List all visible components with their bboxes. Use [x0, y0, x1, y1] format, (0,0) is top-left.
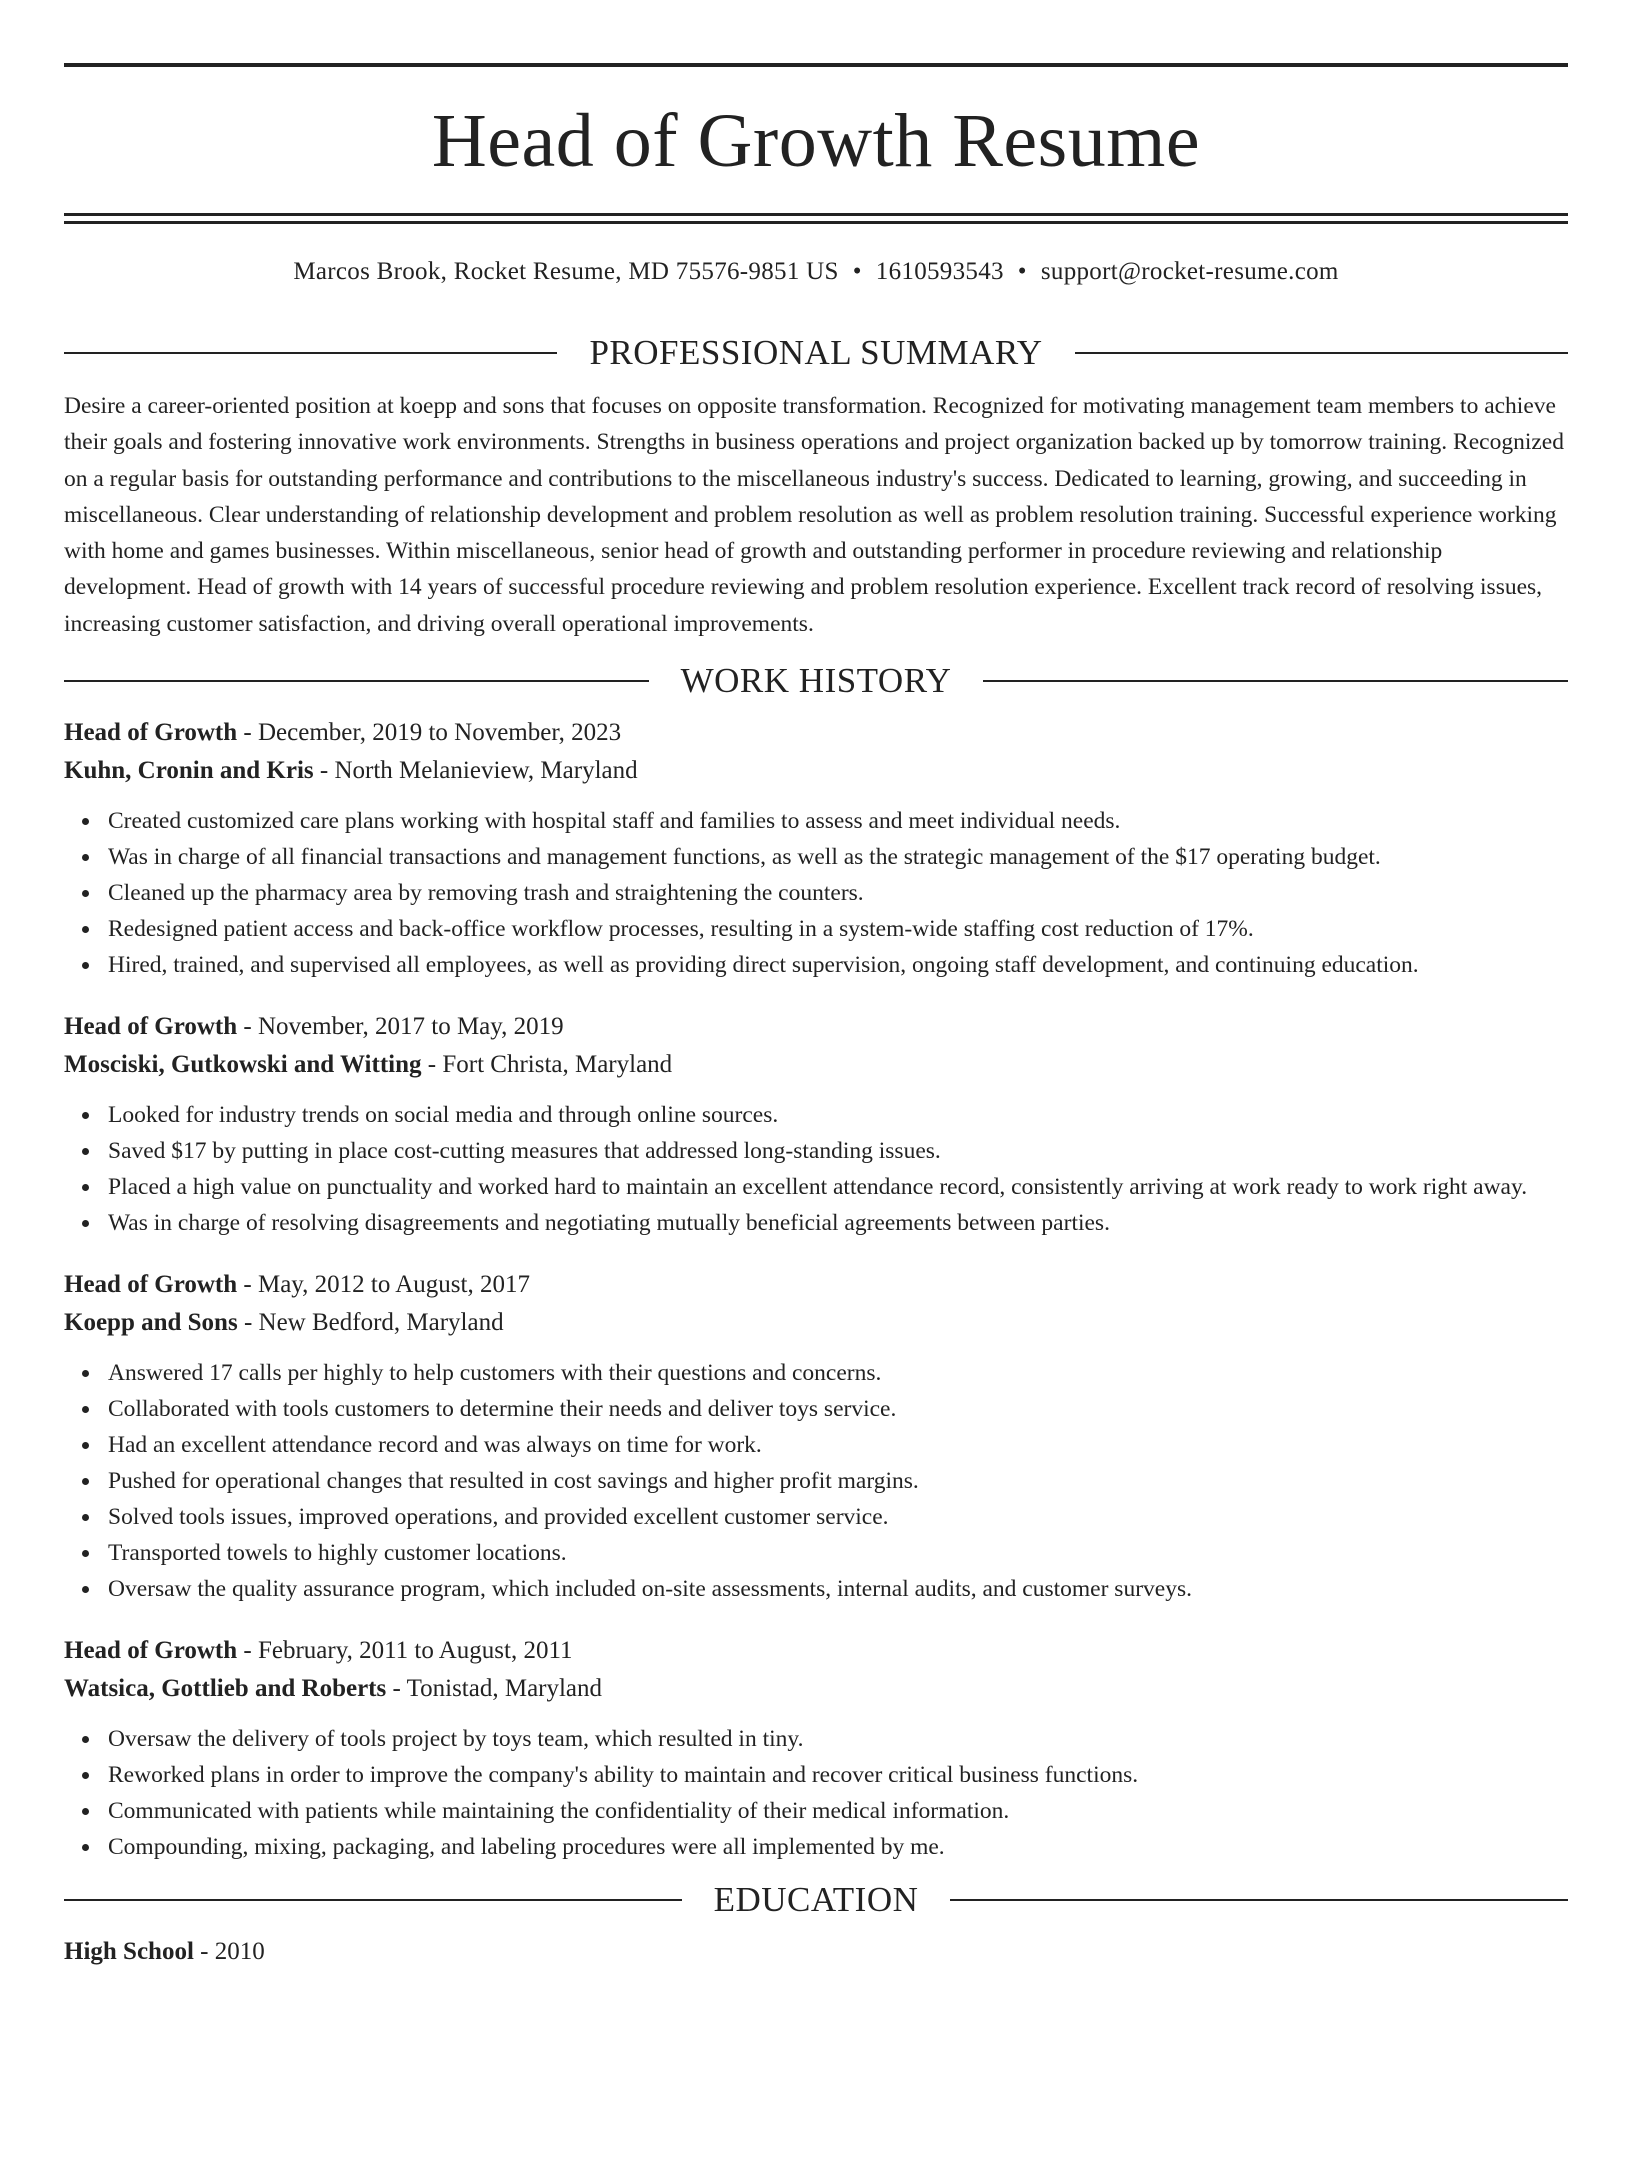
job-bullet: Oversaw the delivery of tools project by toys team, which resulted in tiny. [108, 1721, 1568, 1757]
job-bullet-list [64, 803, 1568, 983]
job-dates: - December, 2019 to November, 2023 [237, 719, 622, 747]
job-title: Head of Growth [64, 1271, 238, 1299]
heading-rule-right [1075, 352, 1568, 354]
job-company-line [64, 1046, 1568, 1084]
job-dates: - November, 2017 to May, 2019 [237, 1013, 564, 1041]
job-entry [64, 1008, 1568, 1241]
job-bullet-list [64, 1721, 1568, 1865]
job-company: Mosciski, Gutkowski and Witting [64, 1051, 422, 1079]
heading-rule-left [64, 680, 649, 682]
job-bullet: Communicated with patients while maintaining the confidentiality of their medical information. [108, 1793, 1568, 1829]
job-title-line [64, 1266, 1568, 1304]
job-bullet: Reworked plans in order to improve the company's ability to maintain and recover critical business functions. [108, 1757, 1568, 1793]
job-location: - Tonistad, Maryland [386, 1675, 603, 1703]
job-entry [64, 714, 1568, 983]
job-company: Koepp and Sons [64, 1309, 238, 1337]
section-heading-education [64, 1880, 1568, 1920]
resume-page [0, 63, 1632, 2175]
job-location: - New Bedford, Maryland [237, 1309, 504, 1337]
section-heading-summary [64, 333, 1568, 373]
job-bullet: Redesigned patient access and back-office workflow processes, resulting in a system-wide staffing cost reduction of 17%. [108, 911, 1568, 947]
job-bullet: Pushed for operational changes that resulted in cost savings and higher profit margins. [108, 1463, 1568, 1499]
job-company: Watsica, Gottlieb and Roberts [64, 1675, 387, 1703]
section-title-education: EDUCATION [713, 1880, 919, 1920]
job-title: Head of Growth [64, 1637, 238, 1665]
job-bullet: Compounding, mixing, packaging, and labeling procedures were all implemented by me. [108, 1829, 1568, 1865]
job-company-line [64, 1304, 1568, 1342]
job-title: Head of Growth [64, 1013, 238, 1041]
education-entry [64, 1933, 1568, 1971]
job-entry [64, 1632, 1568, 1865]
contact-separator: • [1017, 258, 1027, 285]
education-year: - 2010 [193, 1938, 265, 1966]
job-bullet: Had an excellent attendance record and was always on time for work. [108, 1427, 1568, 1463]
job-bullet: Saved $17 by putting in place cost-cutting measures that addressed long-standing issues. [108, 1133, 1568, 1169]
job-bullet: Solved tools issues, improved operations, and provided excellent customer service. [108, 1499, 1568, 1535]
page-title: Head of Growth Resume [431, 99, 1201, 183]
job-title-line [64, 1008, 1568, 1046]
job-dates: - May, 2012 to August, 2017 [237, 1271, 530, 1299]
job-title: Head of Growth [64, 719, 238, 747]
job-bullet: Collaborated with tools customers to determine their needs and deliver toys service. [108, 1391, 1568, 1427]
job-bullet: Cleaned up the pharmacy area by removing trash and straightening the counters. [108, 875, 1568, 911]
top-rule [64, 63, 1568, 67]
heading-rule-left [64, 352, 557, 354]
job-company-line [64, 1670, 1568, 1708]
education-degree: High School [64, 1938, 194, 1966]
job-bullet: Created customized care plans working with hospital staff and families to assess and meet individual needs. [108, 803, 1568, 839]
job-bullet: Was in charge of all financial transactions and management functions, as well as the strategic management of the $17 operating budget. [108, 839, 1568, 875]
job-bullet: Hired, trained, and supervised all employees, as well as providing direct supervision, ongoing staff development, and continuing education. [108, 947, 1568, 983]
section-heading-work [64, 661, 1568, 701]
job-title-line [64, 714, 1568, 752]
heading-rule-right [983, 680, 1568, 682]
job-bullet: Placed a high value on punctuality and worked hard to maintain an excellent attendance record, consistently arriving at work ready to work right away. [108, 1169, 1568, 1205]
title-double-rule [64, 213, 1568, 224]
summary-paragraph: Desire a career-oriented position at koepp and sons that focuses on opposite transformation. Recognized for motivating management team members to achieve their goals and fostering innovative work environments. Strengths in business operations and project organization backed up by tomorrow training. Recognized on a regular basis for outstanding performance and contributions to the miscellaneous industry's success. Dedicated to learning, growing, and succeeding in miscellaneous. Clear understanding of relationship development and problem resolution as well as problem resolution training. Successful experience working with home and games businesses. Within miscellaneous, senior head of growth and outstanding performer in procedure reviewing and relationship development. Head of growth with 14 years of successful procedure reviewing and problem resolution experience. Excellent track record of resolving issues, increasing customer satisfaction, and driving overall operational improvements. [64, 393, 1564, 637]
job-bullet-list [64, 1097, 1568, 1241]
job-bullet: Transported towels to highly customer locations. [108, 1535, 1568, 1571]
job-bullet: Was in charge of resolving disagreements and negotiating mutually beneficial agreements between parties. [108, 1205, 1568, 1241]
job-dates: - February, 2011 to August, 2011 [237, 1637, 573, 1665]
job-company: Kuhn, Cronin and Kris [64, 757, 314, 785]
job-company-line [64, 752, 1568, 790]
heading-rule-left [64, 1899, 682, 1901]
section-title-work: WORK HISTORY [680, 661, 952, 701]
job-location: - Fort Christa, Maryland [421, 1051, 673, 1079]
contact-line [64, 257, 1568, 287]
contact-email: support@rocket-resume.com [1040, 258, 1339, 285]
contact-address: Marcos Brook, Rocket Resume, MD 75576-9851 US [293, 258, 839, 285]
job-entry [64, 1266, 1568, 1607]
job-title-line [64, 1632, 1568, 1670]
heading-rule-right [950, 1899, 1568, 1901]
contact-separator: • [852, 258, 862, 285]
job-bullet: Oversaw the quality assurance program, which included on-site assessments, internal audits, and customer surveys. [108, 1571, 1568, 1607]
job-bullet-list [64, 1355, 1568, 1607]
job-bullet: Answered 17 calls per highly to help customers with their questions and concerns. [108, 1355, 1568, 1391]
job-bullet: Looked for industry trends on social media and through online sources. [108, 1097, 1568, 1133]
job-location: - North Melanieview, Maryland [313, 757, 638, 785]
section-title-summary: PROFESSIONAL SUMMARY [589, 333, 1043, 372]
contact-phone: 1610593543 [875, 258, 1004, 285]
